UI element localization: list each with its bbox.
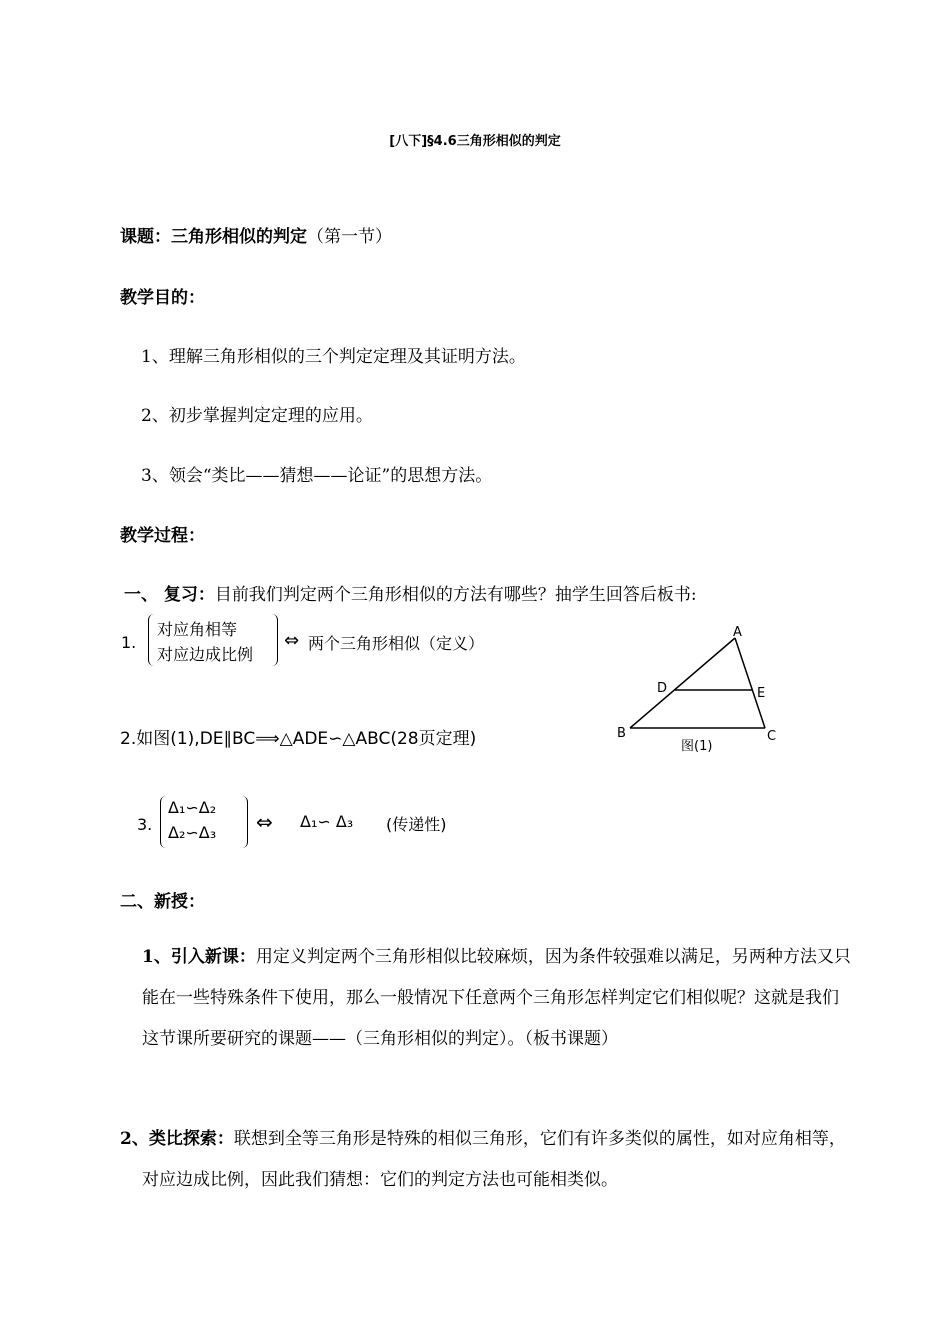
topic-line (120, 222, 392, 247)
triangle-figure (605, 618, 795, 763)
topic-note: （第一节） (307, 227, 392, 247)
label-A: A (733, 625, 742, 640)
formula3-result: Δ₁∽ Δ₃ (300, 812, 354, 831)
objective-item: 2、初步掌握判定定理的应用。 (141, 406, 373, 426)
objective-item: 3、领会“类比——猜想——论证”的思想方法。 (141, 466, 493, 486)
formula1-result: 两个三角形相似（定义） (308, 634, 485, 653)
paragraph-intro (120, 937, 852, 1060)
formula1-line2: 对应边成比例 (157, 645, 254, 664)
formula3-arrow: ⇔ (256, 810, 273, 834)
objectives-heading: 教学目的： (120, 288, 205, 308)
figure-caption: 图(1) (681, 739, 713, 754)
review-label: 一、 复习： (124, 585, 215, 605)
new-section-heading: 二、新授： (120, 892, 205, 912)
formula1-number: 1. (121, 633, 137, 652)
formula1-arrow: ⇔ (284, 630, 300, 651)
label-C: C (767, 729, 777, 744)
paragraph-analogy (120, 1119, 852, 1201)
topic-label: 课题： (120, 227, 171, 247)
side-AB (630, 638, 735, 728)
process-heading: 教学过程： (120, 526, 205, 546)
p1-label: 1、引入新课： (142, 947, 256, 967)
review-text: 目前我们判定两个三角形相似的方法有哪些？抽学生回答后板书: (214, 585, 697, 605)
p1-text: 用定义判定两个三角形相似比较麻烦，因为条件较强难以满足，另两种方法又只能在一些特殊条件下使用，那么一般情况下任意两个三角形怎样判定它们相似呢？这就是我们这节课所要研究的课题——（三角形相似的判定）。（板书课题） (142, 947, 851, 1049)
topic-title: 三角形相似的判定 (171, 227, 307, 247)
label-E: E (757, 686, 766, 701)
p2-label: 2、类比探索： (120, 1129, 234, 1149)
document-title: [八下]§4.6三角形相似的判定 (389, 134, 561, 149)
formula1-line1: 对应角相等 (157, 620, 238, 639)
side-AC (735, 638, 765, 728)
formula3-line1: Δ₁∽Δ₂ (168, 798, 217, 817)
formula3-line2: Δ₂∽Δ₃ (168, 823, 217, 842)
review-line (124, 580, 697, 605)
objective-item: 1、理解三角形相似的三个判定定理及其证明方法。 (141, 347, 526, 367)
label-B: B (617, 726, 626, 741)
p2-text: 联想到全等三角形是特殊的相似三角形，它们有许多类似的属性，如对应角相等，对应边成比例，因此我们猜想：它们的判定方法也可能相类似。 (142, 1129, 846, 1190)
formula3-note: (传递性) (386, 815, 447, 834)
formula2: 2.如图(1),DE∥BC⟹△ADE∽△ABC(28页定理) (120, 729, 477, 749)
formula3-number: 3. (137, 815, 153, 834)
label-D: D (657, 681, 668, 696)
